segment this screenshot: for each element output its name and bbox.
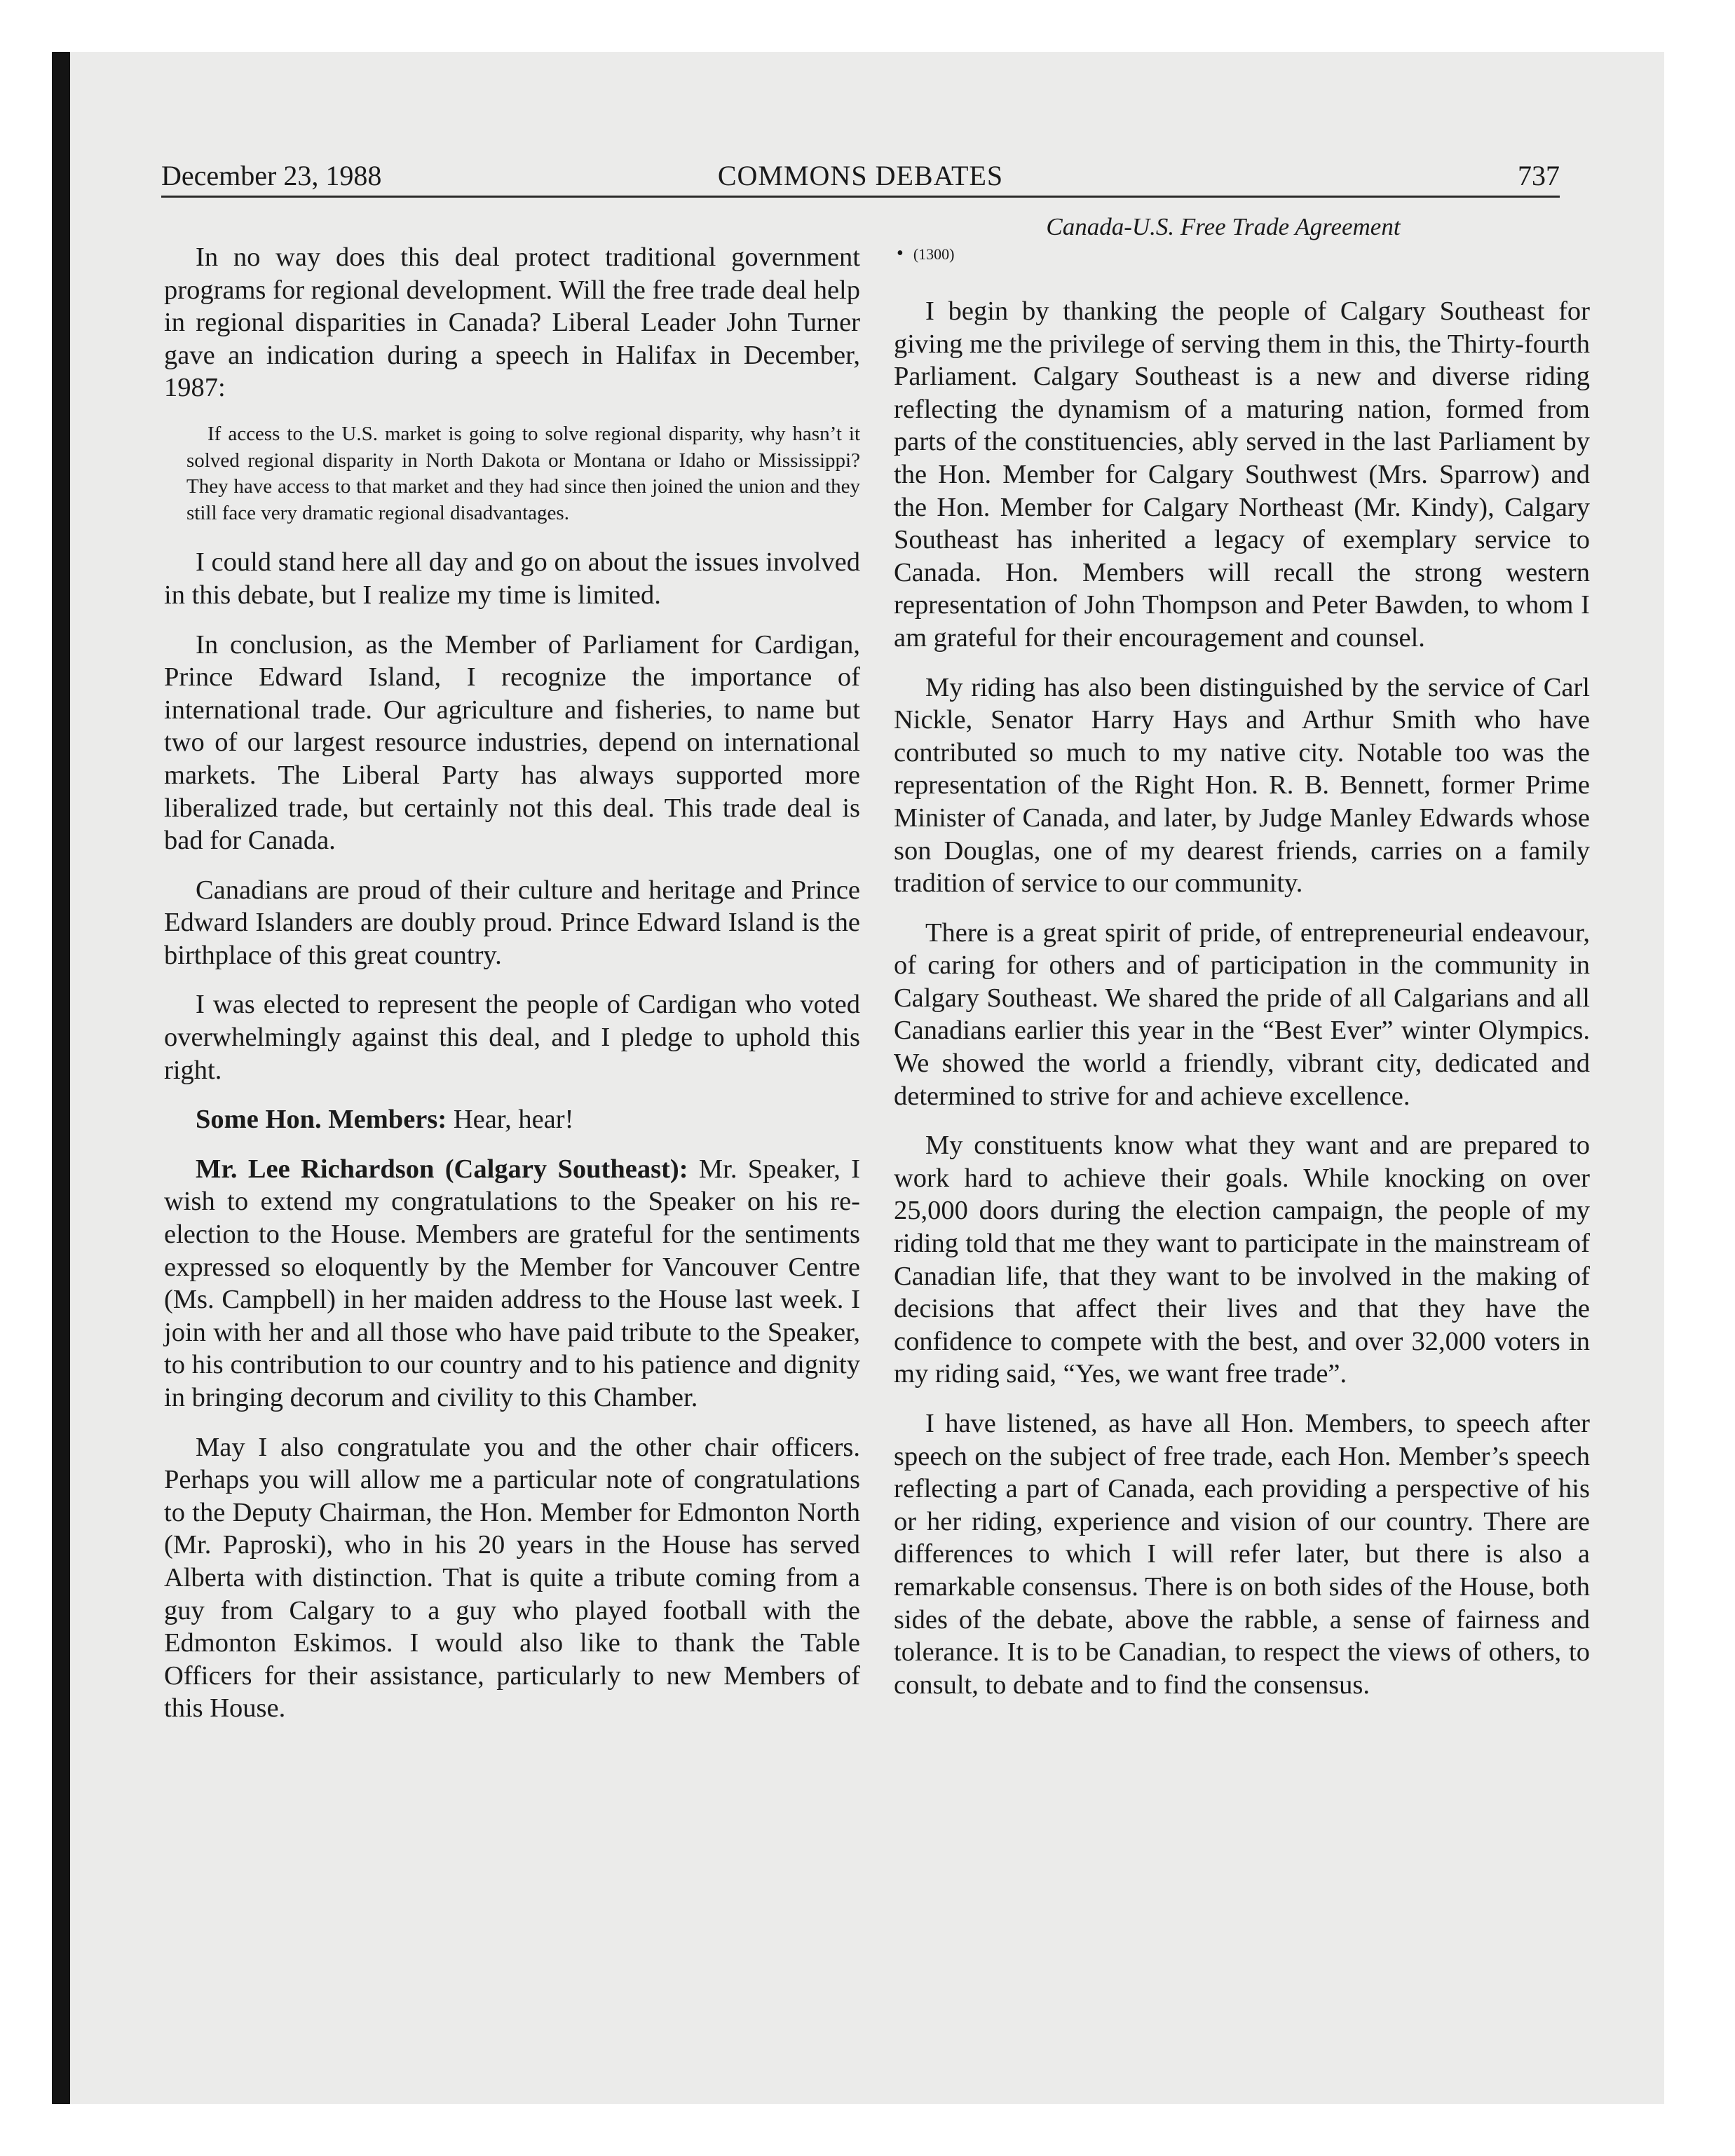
interjection-text: Hear, hear! — [453, 1105, 574, 1135]
bullet-icon: • — [897, 243, 904, 264]
paragraph: May I also congratulate you and the other chair officers. Perhaps you will allow me a particular note of congratulations to the Deputy Chairman, the Hon. Member for Edmonton North (Mr. Paproski), who in his 20 years in the House has served Alberta with distinction. That is quite a tribute coming from a guy from Calgary to a guy who played football with the Edmonton Eskimos. I would also like to thank the Table Officers for their assistance, particularly to new Members of this House. — [164, 1432, 860, 1724]
speech-text: Mr. Speaker, I wish to extend my congratulations to the Speaker on his re-election to the House. Members are grateful for the sentiments expressed so eloquently by the Member for Vancouver Centre (Ms. Campbell) in her maiden address to the House last week. I join with her and all those who have paid tribute to the Speaker, to his contribution to our country and to his patience and dignity in bringing decorum and civility to this Chamber. — [164, 1154, 860, 1412]
speaker-name: Mr. Lee Richardson (Calgary Southeast): — [196, 1154, 688, 1184]
time-marker — [894, 241, 1590, 267]
page-header — [161, 158, 1560, 198]
paragraph: My riding has also been distinguished by the service of Carl Nickle, Senator Harry Hays and Arthur Smith who have contributed so much to my native city. Notable too was the representation of the Right Hon. R. B. Bennett, former Prime Minister of Canada, and later, by Judge Manley Edwards whose son Douglas, one of my dearest friends, carries on a family tradition of service to our community. — [894, 672, 1590, 899]
paragraph: I was elected to represent the people of Cardigan who voted overwhelmingly against this deal, and I pledge to uphold this right. — [164, 990, 860, 1085]
paragraph: Canadians are proud of their culture and heritage and Prince Edward Islanders are doubly proud. Prince Edward Island is the birthplace of this great country. — [164, 875, 860, 970]
interjection-speaker: Some Hon. Members: — [196, 1105, 447, 1135]
paragraph: In conclusion, as the Member of Parliament for Cardigan, Prince Edward Island, I recognize the importance of international trade. Our agriculture and fisheries, to name but two of our largest resource industries, depend on international markets. The Liberal Party has always supported more liberalized trade, but certainly not this deal. This trade deal is bad for Canada. — [164, 629, 860, 856]
interjection — [164, 1103, 860, 1136]
left-column — [164, 241, 860, 1742]
page-number: 737 — [1518, 160, 1560, 191]
paragraph: There is a great spirit of pride, of entrepreneurial endeavour, of caring for others and of participation in the community in Calgary Southeast. We shared the pride of all Calgarians and all Canadians earlier this year in the “Best Ever” winter Olympics. We showed the world a friendly, vibrant city, dedicated and determined to strive for and achieve excellence. — [894, 917, 1590, 1111]
paragraph: I begin by thanking the people of Calgary Southeast for giving me the privilege of serving them in this, the Thirty-fourth Parliament. Calgary Southeast is a new and diverse riding reflecting the dynamism of a maturing nation, formed from parts of the constituencies, ably served in the last Parliament by the Hon. Member for Calgary Southwest (Mrs. Sparrow) and the Hon. Member for Calgary Northeast (Mr. Kindy), Calgary Southeast has inherited a legacy of exemplary service to Canada. Hon. Members will recall the strong western representation of John Thompson and Peter Bawden, to whom I am grateful for their encouragement and counsel. — [894, 296, 1590, 653]
paragraph: I have listened, as have all Hon. Members, to speech after speech on the subject of free trade, each Hon. Member’s speech reflecting a part of Canada, each providing a perspective of his or her riding, experience and vision of our country. There are differences to which I will refer later, but there is also a remarkable consensus. There is on both sides of the House, both sides of the debate, above the rabble, a sense of fairness and tolerance. It is to be Canadian, to respect the views of others, to consult, to debate and to find the consensus. — [894, 1409, 1590, 1700]
header-date: December 23, 1988 — [161, 160, 382, 191]
block-quote: If access to the U.S. market is going to solve regional disparity, why hasn’t it solved regional disparity in North Dakota or Montana or Idaho or Mississippi? They have access to that market and they had since then joined the union and they still face very dramatic regional disadvantages. — [186, 422, 860, 524]
paragraph: My constituents know what they want and are prepared to work hard to achieve their goals. While knocking on over 25,000 doors during the election campaign, the people of my riding told that me they want to participate in the mainstream of Canadian life, that they want to be involved in the making of decisions that affect their lives and that they have the confidence to compete with the best, and over 32,000 voters in my riding said, “Yes, we want free trade”. — [894, 1131, 1590, 1389]
right-column — [894, 241, 1590, 1718]
header-publication: COMMONS DEBATES — [717, 160, 1004, 191]
binding-edge — [52, 52, 70, 2104]
paragraph: In no way does this deal protect traditional government programs for regional development. Will the free trade deal help in regional disparities in Canada? Liberal Leader John Turner gave an indication during a speech in Halifax in December, 1987: — [164, 243, 860, 403]
header-rule — [161, 196, 1560, 198]
running-head: Canada-U.S. Free Trade Agreement — [1046, 213, 1401, 240]
time-marker-text: (1300) — [913, 245, 955, 263]
speech-opening — [164, 1153, 860, 1414]
paragraph: I could stand here all day and go on about the issues involved in this debate, but I realize my time is limited. — [164, 547, 860, 610]
